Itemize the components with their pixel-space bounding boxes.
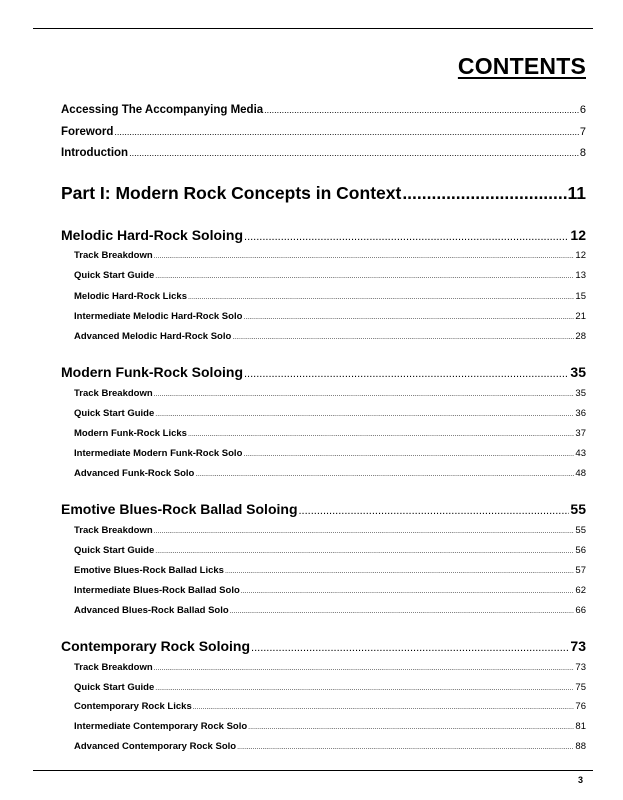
- toc-entry-label: Modern Funk-Rock Soloing: [61, 364, 243, 380]
- toc-entry-label: Advanced Funk-Rock Solo: [74, 468, 195, 479]
- dot-leader: [155, 273, 574, 280]
- toc-entry-chapter-3[interactable]: [61, 501, 586, 517]
- toc-entry-section[interactable]: [61, 565, 586, 576]
- toc-entry-page: 62: [575, 585, 586, 596]
- toc-entry-front-2[interactable]: [61, 126, 586, 138]
- toc-entry-label: Melodic Hard-Rock Licks: [74, 291, 187, 302]
- toc-entry-label: Accessing The Accompanying Media: [61, 104, 264, 116]
- toc-entry-label: Quick Start Guide: [74, 270, 155, 281]
- toc-entry-page: 35: [570, 364, 586, 380]
- toc-entry-page: 28: [575, 331, 586, 342]
- toc-entry-page: 21: [575, 311, 586, 322]
- toc-entry-page: 75: [575, 682, 586, 693]
- toc-entry-page: 35: [575, 388, 586, 399]
- toc-entry-label: Track Breakdown: [74, 250, 153, 261]
- toc-entry-page: 66: [575, 605, 586, 616]
- toc-entry-label: Introduction: [61, 147, 129, 159]
- toc-entry-label: Intermediate Blues-Rock Ballad Solo: [74, 585, 240, 596]
- toc-entry-section[interactable]: [61, 448, 586, 459]
- dot-leader: [154, 391, 575, 398]
- toc-entry-label: Contemporary Rock Soloing: [61, 638, 251, 654]
- toc-entry-page: 88: [575, 741, 586, 752]
- dot-leader: [241, 588, 575, 595]
- toc-entry-label: Intermediate Modern Funk-Rock Solo: [74, 448, 243, 459]
- dot-leader: [188, 294, 574, 301]
- toc-entry-label: Contemporary Rock Licks: [74, 701, 192, 712]
- toc-entry-page: 76: [575, 701, 586, 712]
- toc-entry-section[interactable]: [61, 662, 586, 673]
- toc-entry-label: Track Breakdown: [74, 388, 153, 399]
- page-title: CONTENTS: [457, 53, 586, 79]
- dot-leader: [155, 685, 574, 692]
- toc-entry-page: 6: [579, 104, 586, 116]
- dot-leader: [248, 724, 574, 731]
- toc-entry-section[interactable]: [61, 682, 586, 693]
- toc-entry-section[interactable]: [61, 291, 586, 302]
- toc-entry-chapter-1[interactable]: [61, 227, 586, 243]
- dot-leader: [188, 431, 574, 438]
- dot-leader: [195, 471, 574, 478]
- toc-entry-section[interactable]: [61, 408, 586, 419]
- dot-leader: [299, 505, 570, 517]
- toc-entry-page: 7: [579, 126, 586, 138]
- dot-leader: [237, 744, 574, 751]
- toc-entry-section[interactable]: [61, 428, 586, 439]
- toc-entry-page: 73: [575, 662, 586, 673]
- dot-leader: [193, 704, 575, 711]
- toc-entry-label: Quick Start Guide: [74, 545, 155, 556]
- toc-entry-section[interactable]: [61, 701, 586, 712]
- toc-entry-label: Foreword: [61, 126, 114, 138]
- toc-entry-label: Melodic Hard-Rock Soloing: [61, 227, 244, 243]
- dot-leader: [114, 127, 578, 137]
- toc-entry-page: 37: [575, 428, 586, 439]
- toc-entry-label: Advanced Blues-Rock Ballad Solo: [74, 605, 229, 616]
- toc-entry-section[interactable]: [61, 250, 586, 261]
- toc-entry-label: Advanced Melodic Hard-Rock Solo: [74, 331, 232, 342]
- dot-leader: [155, 411, 574, 418]
- toc-entry-section[interactable]: [61, 270, 586, 281]
- toc-entry-page: 56: [575, 545, 586, 556]
- toc-entry-label: Advanced Contemporary Rock Solo: [74, 741, 237, 752]
- dot-leader: [225, 568, 574, 575]
- toc-entry-label: Quick Start Guide: [74, 408, 155, 419]
- toc-entry-section[interactable]: [61, 741, 586, 752]
- toc-entry-label: Quick Start Guide: [74, 682, 155, 693]
- toc-entry-page: 36: [575, 408, 586, 419]
- toc-entry-part[interactable]: [61, 183, 586, 204]
- toc-entry-chapter-4[interactable]: [61, 638, 586, 654]
- toc-entry-page: 12: [575, 250, 586, 261]
- dot-leader: [243, 314, 574, 321]
- toc-entry-page: 81: [575, 721, 586, 732]
- toc-entry-label: Track Breakdown: [74, 662, 153, 673]
- page-number: 3: [577, 775, 583, 785]
- toc-entry-page: 12: [570, 227, 586, 243]
- toc-entry-section[interactable]: [61, 605, 586, 616]
- toc-entry-section[interactable]: [61, 388, 586, 399]
- toc-entry-label: Intermediate Melodic Hard-Rock Solo: [74, 311, 243, 322]
- toc-entry-page: 57: [575, 565, 586, 576]
- toc-entry-front-3[interactable]: [61, 147, 586, 159]
- toc-entry-section[interactable]: [61, 468, 586, 479]
- dot-leader: [154, 528, 575, 535]
- dot-leader: [244, 231, 569, 243]
- toc-entry-page: 48: [575, 468, 586, 479]
- toc-entry-page: 43: [575, 448, 586, 459]
- toc-entry-section[interactable]: [61, 311, 586, 322]
- dot-leader: [154, 253, 575, 260]
- dot-leader: [402, 183, 566, 204]
- toc-entry-section[interactable]: [61, 331, 586, 342]
- toc-entry-label: Intermediate Contemporary Rock Solo: [74, 721, 248, 732]
- dot-leader: [251, 642, 569, 654]
- toc-entry-section[interactable]: [61, 721, 586, 732]
- table-of-contents: [61, 0, 586, 770]
- dot-leader: [232, 334, 574, 341]
- toc-entry-section[interactable]: [61, 585, 586, 596]
- dot-leader: [264, 105, 579, 115]
- toc-entry-section[interactable]: [61, 525, 586, 536]
- toc-entry-page: 15: [575, 291, 586, 302]
- toc-entry-label: Modern Funk-Rock Licks: [74, 428, 187, 439]
- toc-entry-page: 13: [575, 270, 586, 281]
- toc-entry-chapter-2[interactable]: [61, 364, 586, 380]
- dot-leader: [243, 451, 574, 458]
- bottom-rule: [33, 770, 593, 771]
- toc-entry-label: Emotive Blues-Rock Ballad Licks: [74, 565, 224, 576]
- dot-leader: [154, 665, 575, 672]
- toc-entry-label: Track Breakdown: [74, 525, 153, 536]
- dot-leader: [230, 608, 575, 615]
- toc-entry-page: 8: [579, 147, 586, 159]
- toc-entry-page: 73: [570, 638, 586, 654]
- dot-leader: [244, 368, 569, 380]
- toc-entry-front-1[interactable]: [61, 104, 586, 116]
- dot-leader: [129, 148, 579, 158]
- toc-entry-label: Emotive Blues-Rock Ballad Soloing: [61, 501, 298, 517]
- toc-entry-label: Part I: Modern Rock Concepts in Context: [61, 183, 402, 203]
- toc-entry-page: 55: [570, 501, 586, 517]
- toc-entry-page: 55: [575, 525, 586, 536]
- dot-leader: [155, 548, 574, 555]
- toc-entry-page: 11: [567, 183, 586, 203]
- toc-entry-section[interactable]: [61, 545, 586, 556]
